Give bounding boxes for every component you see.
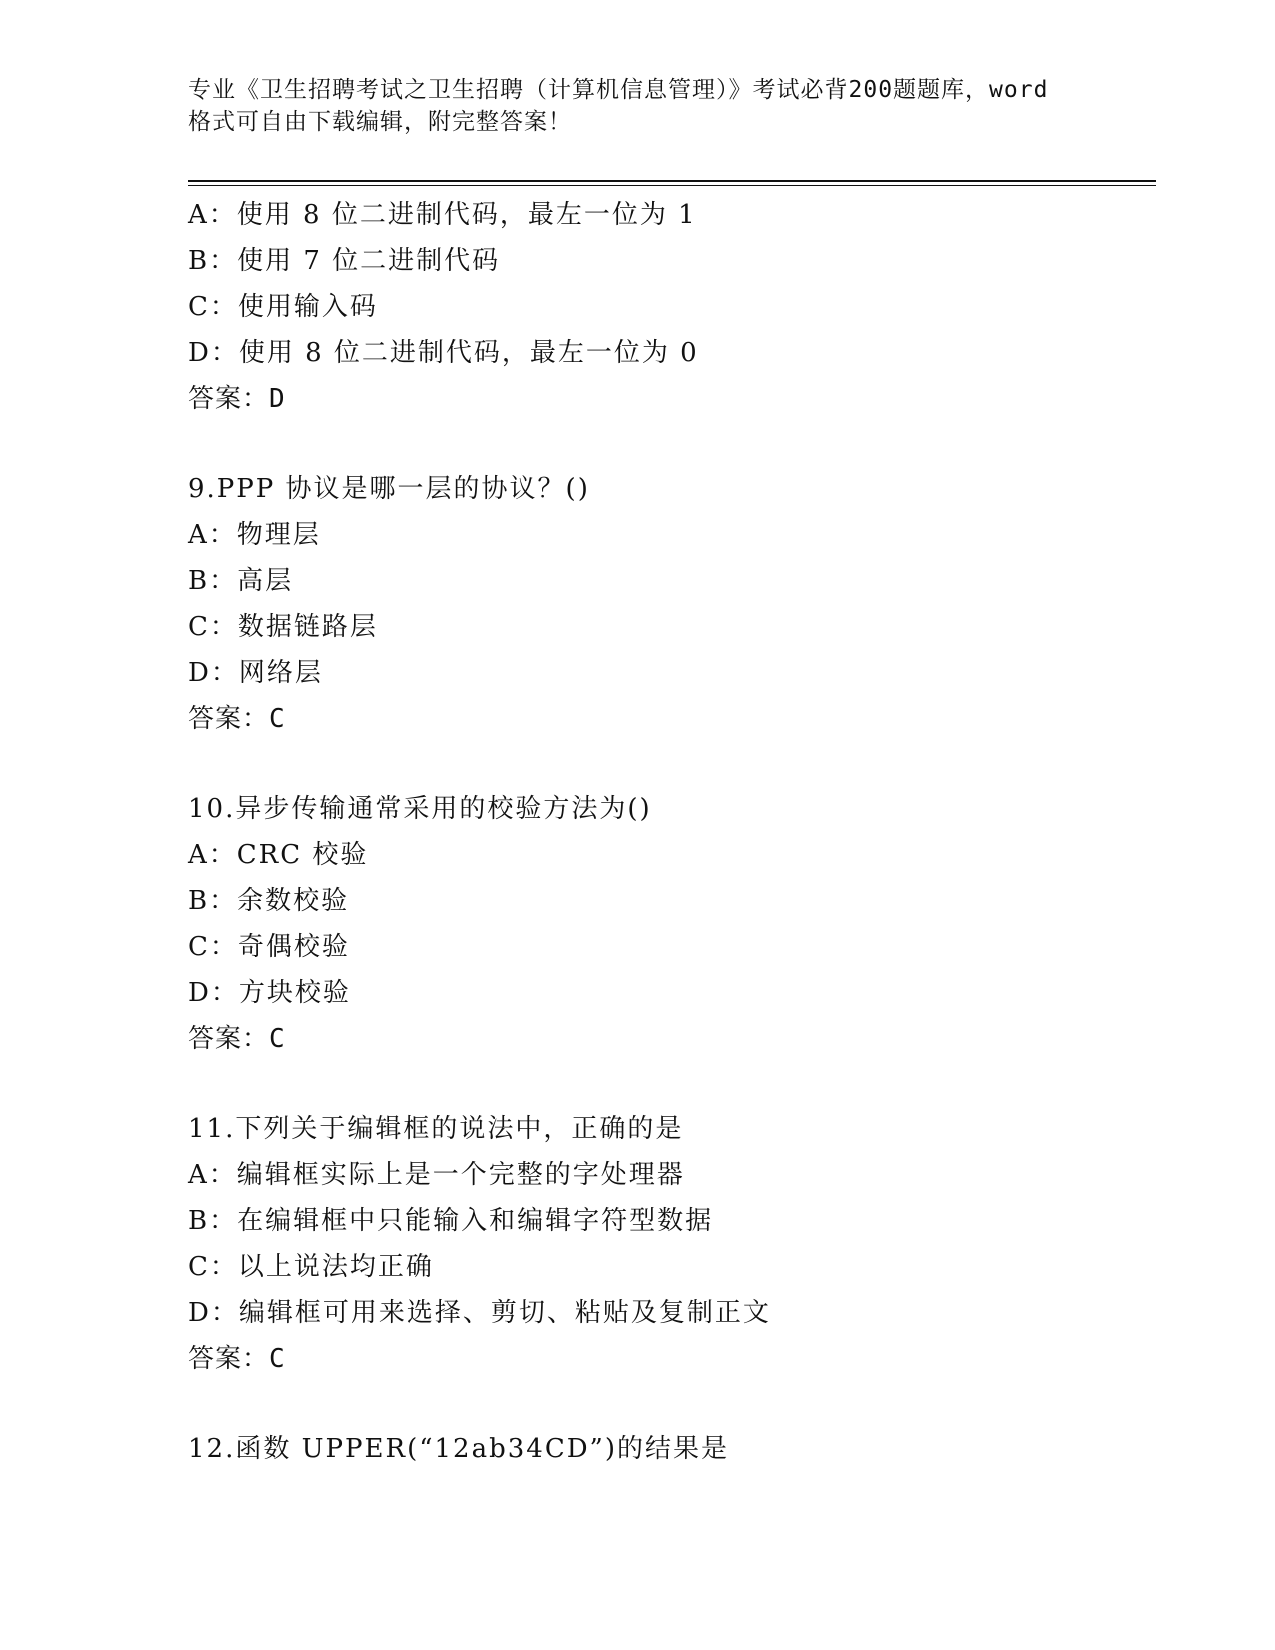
option-a: A：使用 8 位二进制代码，最左一位为 1 — [188, 200, 697, 230]
answer-line: 答案：C — [188, 704, 286, 734]
option-b: B：余数校验 — [188, 886, 350, 916]
question-block — [188, 1106, 1148, 1382]
option-b: B：高层 — [188, 566, 294, 596]
option-b: B：使用 7 位二进制代码 — [188, 246, 501, 276]
answer-line: 答案：D — [188, 384, 286, 414]
document-header — [188, 74, 1088, 138]
header-line-1: 专业《卫生招聘考试之卫生招聘（计算机信息管理）》考试必背200题题库，word — [188, 77, 1049, 103]
question-text: 12.函数 UPPER(“12ab34CD”)的结果是 — [188, 1434, 729, 1464]
option-a: A：编辑框实际上是一个完整的字处理器 — [188, 1160, 685, 1190]
header-line-2: 格式可自由下载编辑，附完整答案！ — [188, 109, 572, 135]
question-text: 10.异步传输通常采用的校验方法为() — [188, 794, 652, 824]
option-a: A：CRC 校验 — [188, 840, 369, 870]
option-d: D：网络层 — [188, 658, 323, 688]
option-d: D：使用 8 位二进制代码，最左一位为 0 — [188, 338, 699, 368]
option-c: C：数据链路层 — [188, 612, 378, 642]
header-divider-thick — [188, 180, 1156, 182]
header-divider-thin — [188, 185, 1156, 186]
option-c: C：使用输入码 — [188, 292, 378, 322]
option-d: D：方块校验 — [188, 978, 351, 1008]
question-text: 11.下列关于编辑框的说法中，正确的是 — [188, 1114, 684, 1144]
question-block — [188, 1426, 1148, 1472]
question-list — [188, 192, 1148, 1472]
answer-line: 答案：C — [188, 1024, 286, 1054]
question-block — [188, 192, 1148, 422]
option-a: A：物理层 — [188, 520, 321, 550]
option-c: C：奇偶校验 — [188, 932, 350, 962]
option-c: C：以上说法均正确 — [188, 1252, 434, 1282]
option-d: D：编辑框可用来选择、剪切、粘贴及复制正文 — [188, 1298, 771, 1328]
answer-line: 答案：C — [188, 1344, 286, 1374]
question-block — [188, 466, 1148, 742]
question-block — [188, 786, 1148, 1062]
option-b: B：在编辑框中只能输入和编辑字符型数据 — [188, 1206, 714, 1236]
question-text: 9.PPP 协议是哪一层的协议？() — [188, 474, 590, 504]
